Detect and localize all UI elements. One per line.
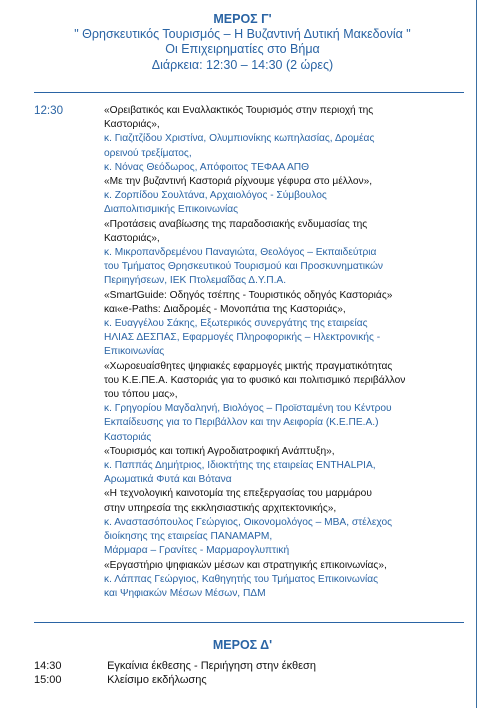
talk-speaker: Διαπολιτισμικής Επικοινωνίας xyxy=(104,204,239,216)
talk-item xyxy=(104,218,454,289)
talk-speaker: ορεινού τρεξίματος, xyxy=(104,147,192,159)
talk-title: «Η τεχνολογική καινοτομία της επεξεργασίας του μαρμάρου xyxy=(104,488,372,500)
talk-speaker: κ. Γρηγορίου Μαγδαληνή, Βιολόγος – Προϊσταμένη του Κέντρου xyxy=(104,403,392,415)
talk-title: στην υπηρεσία της εκκλησιαστικής αρχιτεκτονικής», xyxy=(104,502,337,514)
talk-title: του Κ.Ε.ΠΕ.Α. Καστοριάς για το φυσικό και πολιτισμικό περιβάλλον xyxy=(104,374,406,386)
talk-speaker: και Ψηφιακών Μέσων Μέσων, ΠΔΜ xyxy=(104,587,266,599)
talk-title: «Τουρισμός και τοπική Αγροδιατροφική Ανάπτυξη», xyxy=(104,445,335,457)
talk-speaker: κ. Ζορπίδου Σουλτάνα, Αρχαιολόγος - Σύμβουλος xyxy=(104,190,327,202)
talk-speaker: Καστοριάς xyxy=(104,431,152,443)
talk-speaker: Περιηγήσεων, ΙΕΚ Πτολεμαΐδας Δ.Υ.Π.Α. xyxy=(104,275,287,287)
subtitle: Οι Επιχειρηματίες στο Βήμα xyxy=(165,42,320,57)
talk-title: Καστοριάς», xyxy=(104,119,160,131)
right-border-line xyxy=(476,0,477,708)
bottom-divider xyxy=(34,622,464,623)
session-time: 12:30 xyxy=(34,104,64,117)
talk-item xyxy=(104,487,454,558)
talk-item xyxy=(104,445,454,488)
header xyxy=(0,12,485,73)
schedule-row xyxy=(34,674,207,686)
talk-title: «Με την βυζαντινή Καστοριά ρίχνουμε γέφυρα στο μέλλον», xyxy=(104,176,373,188)
talk-title: «SmartGuide: Οδηγός τσέπης - Τουριστικός οδηγός Καστοριάς» xyxy=(104,289,393,301)
talk-title: «Εργαστήριο ψηφιακών μέσων και στρατηγικής επικοινωνίας», xyxy=(104,559,387,571)
talk-speaker: του Τμήματος Θρησκευτικού Τουρισμού και Προσκυνηματικών xyxy=(104,261,384,273)
top-divider xyxy=(34,92,464,93)
part-title: ΜΕΡΟΣ Γ' xyxy=(213,12,272,26)
duration: Διάρκεια: 12:30 – 14:30 (2 ώρες) xyxy=(151,57,334,72)
talk-speaker: κ. Ευαγγέλου Σάκης, Εξωτερικός συνεργάτης της εταιρείας xyxy=(104,318,368,330)
talk-speaker: Μάρμαρα – Γρανίτες - Μαρμαρογλυπτική xyxy=(104,545,290,557)
talk-title: «Ορειβατικός και Εναλλακτικός Τουρισμός στην περιοχή της xyxy=(104,105,374,116)
talk-speaker: Επικοινωνίας xyxy=(104,346,165,358)
part2-title: ΜΕΡΟΣ Δ' xyxy=(212,638,273,652)
schedule-text: Εγκαίνια έκθεσης - Περιήγηση στην έκθεση xyxy=(107,660,316,672)
talk-speaker: διοίκησης της εταιρείας ΠΑΝΑΜΑΡΜ, xyxy=(104,531,273,543)
talk-item xyxy=(104,360,454,445)
talk-speaker: κ. Νόνας Θεόδωρος, Απόφοιτος ΤΕΦΑΑ ΑΠΘ xyxy=(104,161,310,173)
talk-title: και«e-Paths: Διαδρομές - Μονοπάτια της Καστοριάς», xyxy=(104,303,346,315)
talk-speaker: ΗΛΙΑΣ ΔΕΣΠΑΣ, Εφαρμογές Πληροφορικής – Ηλεκτρονικής - xyxy=(104,332,381,344)
talk-title: του τόπου μας», xyxy=(104,389,178,401)
talk-speaker: κ. Παππάς Δημήτριος, Ιδιοκτήτης της εταιρείας ENTHALPIA, xyxy=(104,460,376,472)
talks-list xyxy=(104,104,454,601)
talk-speaker: Αρωματικά Φυτά και Βότανα xyxy=(104,474,232,486)
schedule-time: 14:30 xyxy=(34,660,62,672)
schedule-text: Κλείσιμο εκδήλωσης xyxy=(107,674,207,686)
schedule-row xyxy=(34,660,316,672)
theme-title: " Θρησκευτικός Τουρισμός – Η Βυζαντινή Δυτική Μακεδονία " xyxy=(74,27,411,42)
talk-speaker: Εκπαίδευσης για το Περιβάλλον και την Αειφορία (Κ.Ε.ΠΕ.Α.) xyxy=(104,417,379,429)
talk-item xyxy=(104,104,454,175)
talk-speaker: κ. Αναστασόπουλος Γεώργιος, Οικονομολόγος – MBA, στέλεχος xyxy=(104,516,393,528)
talk-item xyxy=(104,289,454,360)
talk-speaker: κ. Μικροπανδρεμένου Παναγιώτα, Θεολόγος – Εκπαιδεύτρια xyxy=(104,247,377,259)
talk-title: «Χωροευαίσθητες ψηφιακές εφαρμογές μικτής πραγματικότητας xyxy=(104,360,393,372)
talk-title: «Προτάσεις αναβίωσης της παραδοσιακής ενδυμασίας της xyxy=(104,218,368,230)
talk-item xyxy=(104,175,454,218)
talk-title: Καστοριάς», xyxy=(104,232,160,244)
talk-item xyxy=(104,559,454,602)
talk-speaker: κ. Γιαζιτζίδου Χριστίνα, Ολυμπιονίκης κωπηλασίας, Δρομέας xyxy=(104,133,375,145)
schedule-time: 15:00 xyxy=(34,674,62,686)
talk-speaker: κ. Λάππας Γεώργιος, Καθηγητής του Τμήματος Επικοινωνίας xyxy=(104,573,379,585)
